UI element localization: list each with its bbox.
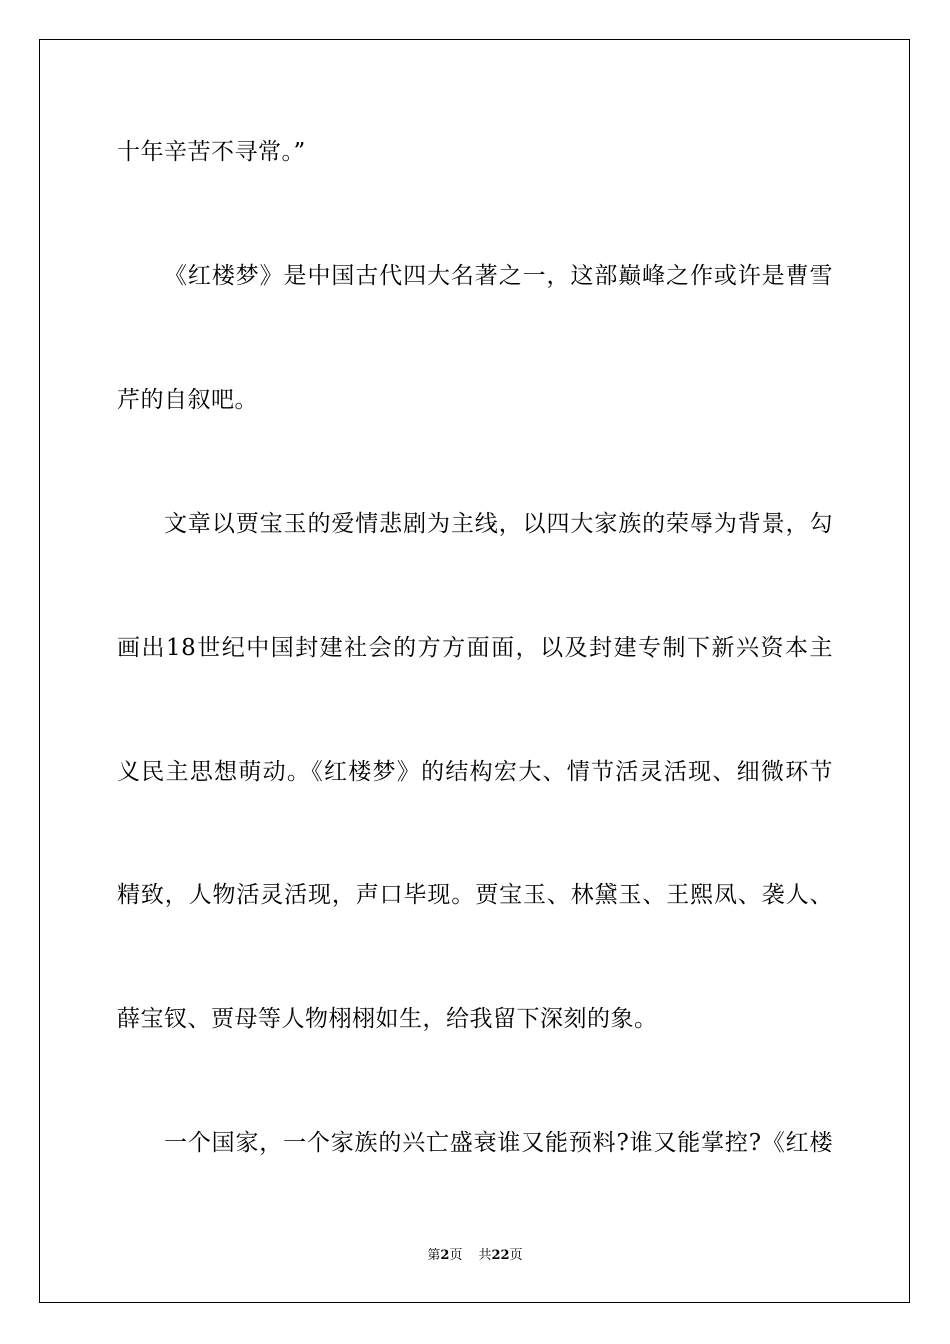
text-line-5: 画出18世纪中国封建社会的方方面面，以及封建专制下新兴资本主 xyxy=(117,635,833,661)
total-pages: 22 xyxy=(491,1248,510,1263)
text-line-7: 精致，人物活灵活现，声口毕现。贾宝玉、林黛玉、王熙凤、袭人、 xyxy=(117,882,833,908)
page-number: 2 xyxy=(440,1248,450,1263)
total-prefix: 共 xyxy=(478,1248,492,1263)
text-line-2: 《红楼梦》是中国古代四大名著之一，这部巅峰之作或许是曹雪 xyxy=(164,263,833,289)
page-border xyxy=(39,39,910,1303)
page-prefix: 第 xyxy=(427,1248,441,1263)
page-suffix: 页 xyxy=(449,1248,463,1263)
text-line-8: 薛宝钗、贾母等人物栩栩如生，给我留下深刻的象。 xyxy=(117,1006,658,1032)
total-suffix: 页 xyxy=(509,1248,523,1263)
text-line-4: 文章以贾宝玉的爱情悲剧为主线，以四大家族的荣辱为背景，勾 xyxy=(164,511,833,537)
text-line-9: 一个国家，一个家族的兴亡盛衰谁又能预料?谁又能掌控?《红楼 xyxy=(164,1130,833,1156)
text-line-1: 十年辛苦不寻常。” xyxy=(117,139,306,165)
text-line-3: 芹的自叙吧。 xyxy=(117,387,258,413)
page-footer xyxy=(0,1247,950,1265)
text-line-6: 义民主思想萌动。《红楼梦》的结构宏大、情节活灵活现、细微环节 xyxy=(117,759,833,785)
